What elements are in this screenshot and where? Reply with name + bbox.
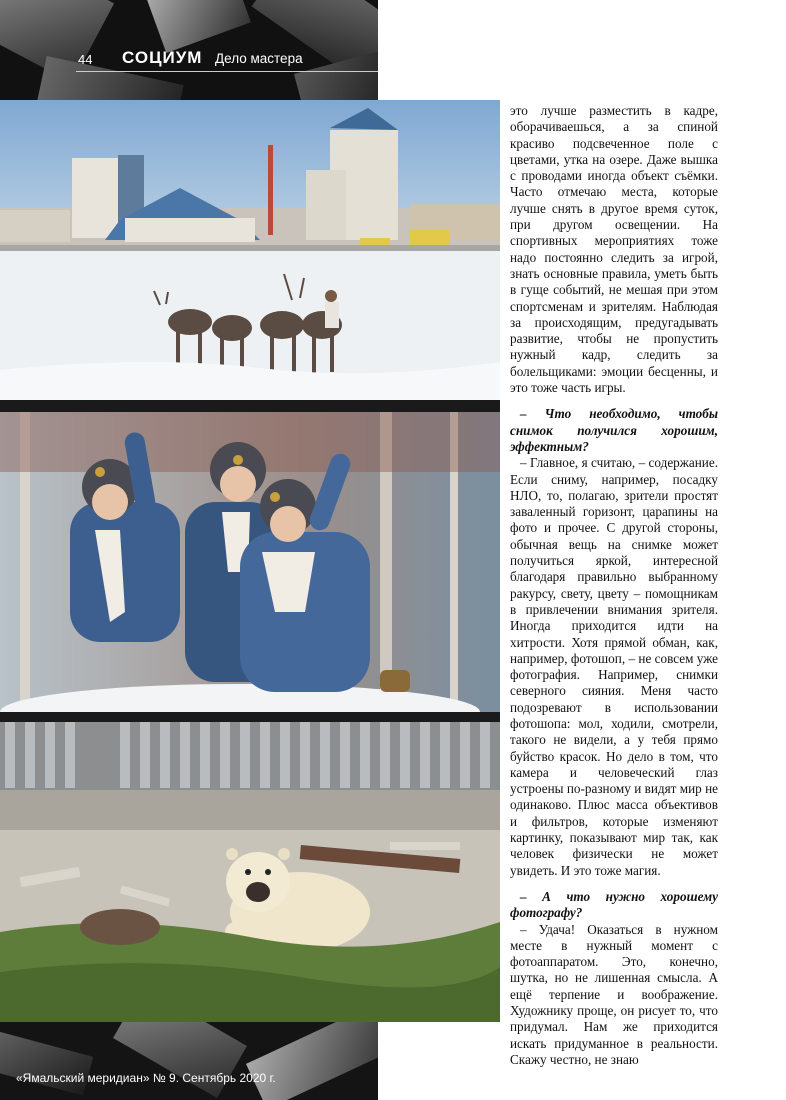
interview-answer: – Удача! Оказаться в нужном месте в нужный момент с фотоаппаратом. Это, конечно, шутка, но не лишенная смысла. А ещё терпение и воображение. Художнику проще, он рисует то, что придумал. Нам же приходится искать придуманное в реальности. Скажу честно, не знаю [510,921,718,1067]
footer-issue: «Ямальский меридиан» № 9. Сентябрь 2020 г. [16,1071,276,1085]
article-column [510,103,718,1068]
rubric-title: Дело мастера [215,51,303,66]
photo-city-reindeer [0,100,500,400]
decor-shard [113,1022,247,1098]
decor-shard [246,1022,378,1100]
header-rule [76,71,378,72]
interview-question: – Что необходимо, чтобы снимок получился хорошим, эффектным? [510,406,718,454]
interview-question: – А что нужно хорошему фотографу? [510,888,718,921]
article-paragraph: это лучше разместить в кадре, оборачиваешься, а за спиной красиво подсвеченное поле с цветами, утка на озере. Даже вышка с проводами иногда объект съёмки. Часто отмечаю места, которые лучше снять в другое время суток, при другом освещении. На спортивных мероприятиях тоже надо постоянно следить за игрой, знать основные правила, уметь быть в гуще событий, не мешая при этом спортсменам и зрителям. Наблюдая за происходящим, предугадывать развитие, чтобы не пропустить нужный кадр, следить за болельщиками: эмоции бесценны, и это тоже часть игры. [510,103,718,396]
page-number: 44 [78,52,93,67]
interview-answer: – Главное, я считаю, – содержание. Если сниму, например, посадку НЛО, то, полагаю, зрители простят заваленный горизонт, царапины на фото и прочее. С другой стороны, обычная вещь на снимке может получиться яркой, интересной благодаря правильно выбранному ракурсу, свету, цвету – помощникам в привлечении внимания зрителя. Иногда приходится идти на хитрости. Хотя прямой обман, как, например, фотошоп, – не совсем уже фотография. Например, снимки северного сияния. Меня часто подозревают в использовании фотошопа: мол, ходили, смотрели, такого не видели, а у тебя прямо буйство красок. Но дело в том, что камера и человеческий глаз устроены по-разному и видят мир не одинаково. Плюс масса объективов и фильтров, которые изменяют картинку, показывают мир так, как человек физически не может увидеть. И это тоже магия. [510,455,718,878]
decor-shard [139,0,251,53]
decor-shard [0,1028,93,1095]
photo-children-snow [0,412,500,712]
footer-band [0,1022,378,1100]
photo-divider [0,712,500,722]
photo-polar-bear [0,722,500,1022]
section-title: СОЦИУМ [122,48,203,67]
photo-divider [0,400,500,412]
